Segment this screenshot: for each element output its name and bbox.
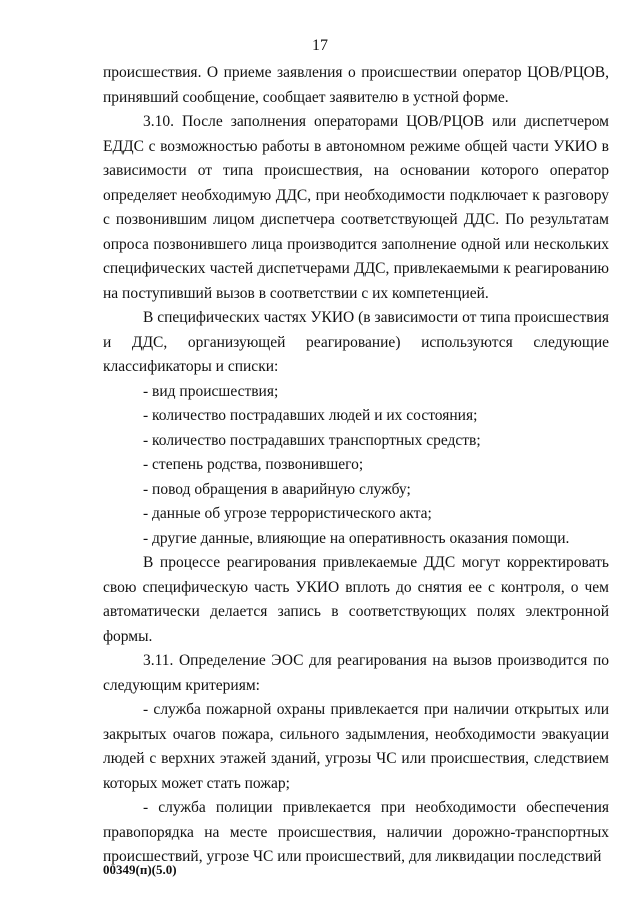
page-number: 17 <box>312 37 328 54</box>
paragraph-classifiers-intro: В специфических частях УКИО (в зависимости от типа происшествия и ДДС, организующей реагирование) используются следующие классификаторы и списки: <box>103 309 609 375</box>
list-item: - вид происшествия; <box>143 382 279 400</box>
list-item: - повод обращения в аварийную службу; <box>143 480 411 498</box>
document-body <box>103 61 609 870</box>
list-item: - количество пострадавших людей и их состояния; <box>143 407 478 424</box>
paragraph-response-process: В процессе реагирования привлекаемые ДДС могут корректировать свою специфическую часть УКИО вплоть до снятия ее с контроля, о чем автоматически делается запись в соответствующих полях электронной формы. <box>103 554 609 645</box>
criteria-fire-service: - служба пожарной охраны привлекается при наличии открытых или закрытых очагов пожара, сильного задымления, необходимости эвакуации людей с верхних этажей зданий, угрозы ЧС или происшествия, следствием которых может стать пожар; <box>103 701 609 792</box>
classifiers-list <box>103 380 609 552</box>
list-item: - другие данные, влияющие на оперативность оказания помощи. <box>143 529 570 547</box>
list-item: - данные об угрозе террористического акта; <box>143 505 432 522</box>
criteria-police-service: - служба полиции привлекается при необходимости обеспечения правопорядка на месте происшествия, наличии дорожно-транспортных происшествий, угрозе ЧС или происшествий, для ликвидации последствий <box>103 799 609 865</box>
list-item: - степень родства, позвонившего; <box>143 456 364 473</box>
paragraph-continuation: происшествия. О приеме заявления о происшествии оператор ЦОВ/РЦОВ, принявший сообщение, сообщает заявителю в устной форме. <box>103 64 609 106</box>
list-item: - количество пострадавших транспортных средств; <box>143 431 481 449</box>
document-code: 00349(п)(5.0) <box>103 862 177 877</box>
paragraph-3-10: 3.10. После заполнения операторами ЦОВ/РЦОВ или диспетчером ЕДДС с возможностью работы в автономном режиме общей части УКИО в зависимости от типа происшествия, на основании которого оператор определяет необходимую ДДС, при необходимости подключает к разговору с позвонившим лицом диспетчера соответствующей ДДС. По результатам опроса позвонившего лица производится заполнение одной или нескольких специфических частей диспетчерами ДДС, привлекаемыми к реагированию на поступивший вызов в соответствии с их компетенцией. <box>103 113 609 302</box>
paragraph-3-11: 3.11. Определение ЭОС для реагирования на вызов производится по следующим критериям: <box>103 652 609 694</box>
